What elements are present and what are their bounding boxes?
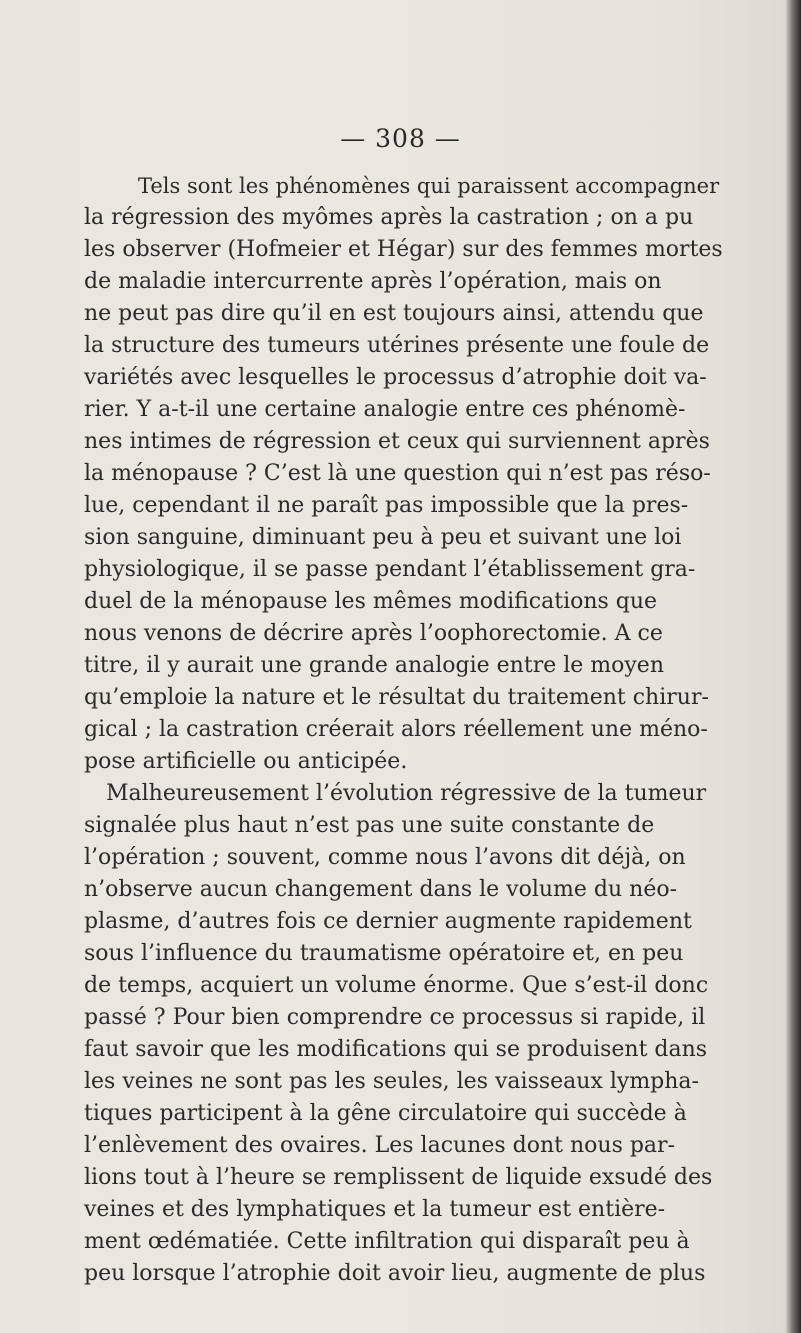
text-line: gical ; la castration créerait alors réellement une méno- — [84, 717, 708, 742]
text-line: nous venons de décrire après l’oophorectomie. A ce — [84, 621, 663, 646]
text-line: faut savoir que les modifications qui se produisent dans — [84, 1037, 708, 1062]
text-line: n’observe aucun changement dans le volume du néo- — [84, 877, 678, 902]
text-line: qu’emploie la nature et le résultat du traitement chirur- — [84, 685, 709, 710]
text-line: lue, cependant il ne paraît pas impossible que la pres- — [84, 493, 689, 518]
text-line: rier. Y a-t-il une certaine analogie entre ces phénomè- — [84, 397, 686, 422]
text-line: physiologique, il se passe pendant l’établissement gra- — [84, 557, 696, 582]
text-line: veines et des lymphatiques et la tumeur est entière- — [84, 1197, 666, 1222]
text-line: la régression des myômes après la castration ; on a pu — [84, 205, 694, 230]
text-line: sion sanguine, diminuant peu à peu et suivant une loi — [84, 525, 682, 550]
text-line: pose artificielle ou anticipée. — [84, 749, 408, 774]
text-line: ne peut pas dire qu’il en est toujours ainsi, attendu que — [84, 301, 704, 326]
text-line: l’opération ; souvent, comme nous l’avons dit déjà, on — [84, 845, 686, 870]
text-line: tiques participent à la gêne circulatoire qui succède à — [84, 1101, 687, 1126]
text-line: lions tout à l’heure se remplissent de liquide exsudé des — [84, 1165, 713, 1190]
text-line: peu lorsque l’atrophie doit avoir lieu, augmente de plus — [84, 1261, 706, 1286]
text-line: nes intimes de régression et ceux qui surviennent après — [84, 429, 710, 454]
text-line: les observer (Hofmeier et Hégar) sur des femmes mortes — [84, 237, 723, 262]
text-line: sous l’influence du traumatisme opératoire et, en peu — [84, 941, 684, 966]
text-line: la structure des tumeurs utérines présente une foule de — [84, 333, 710, 358]
text-line: la ménopause ? C’est là une question qui n’est pas réso- — [84, 461, 711, 486]
text-line: les veines ne sont pas les seules, les vaisseaux lympha- — [84, 1069, 699, 1094]
text-line: ment œdématiée. Cette infiltration qui disparaît peu à — [84, 1229, 690, 1254]
text-line: variétés avec lesquelles le processus d’atrophie doit va- — [84, 365, 707, 390]
text-line: Tels sont les phénomènes qui paraissent accompagner — [138, 174, 720, 198]
text-line: plasme, d’autres fois ce dernier augmente rapidement — [84, 909, 692, 934]
text-line: duel de la ménopause les mêmes modifications que — [84, 589, 658, 614]
page-edge-shadow — [785, 0, 801, 1333]
page-number: — 308 — — [340, 124, 461, 153]
text-line: de maladie intercurrente après l’opération, mais on — [84, 269, 662, 294]
text-line: signalée plus haut n’est pas une suite constante de — [84, 813, 655, 838]
text-line: l’enlèvement des ovaires. Les lacunes dont nous par- — [84, 1133, 676, 1158]
text-line: titre, il y aurait une grande analogie entre le moyen — [84, 653, 664, 678]
text-line: passé ? Pour bien comprendre ce processus si rapide, il — [84, 1005, 706, 1030]
text-line: de temps, acquiert un volume énorme. Que s’est-il donc — [84, 973, 709, 998]
text-line: Malheureusement l’évolution régressive de la tumeur — [106, 781, 707, 806]
